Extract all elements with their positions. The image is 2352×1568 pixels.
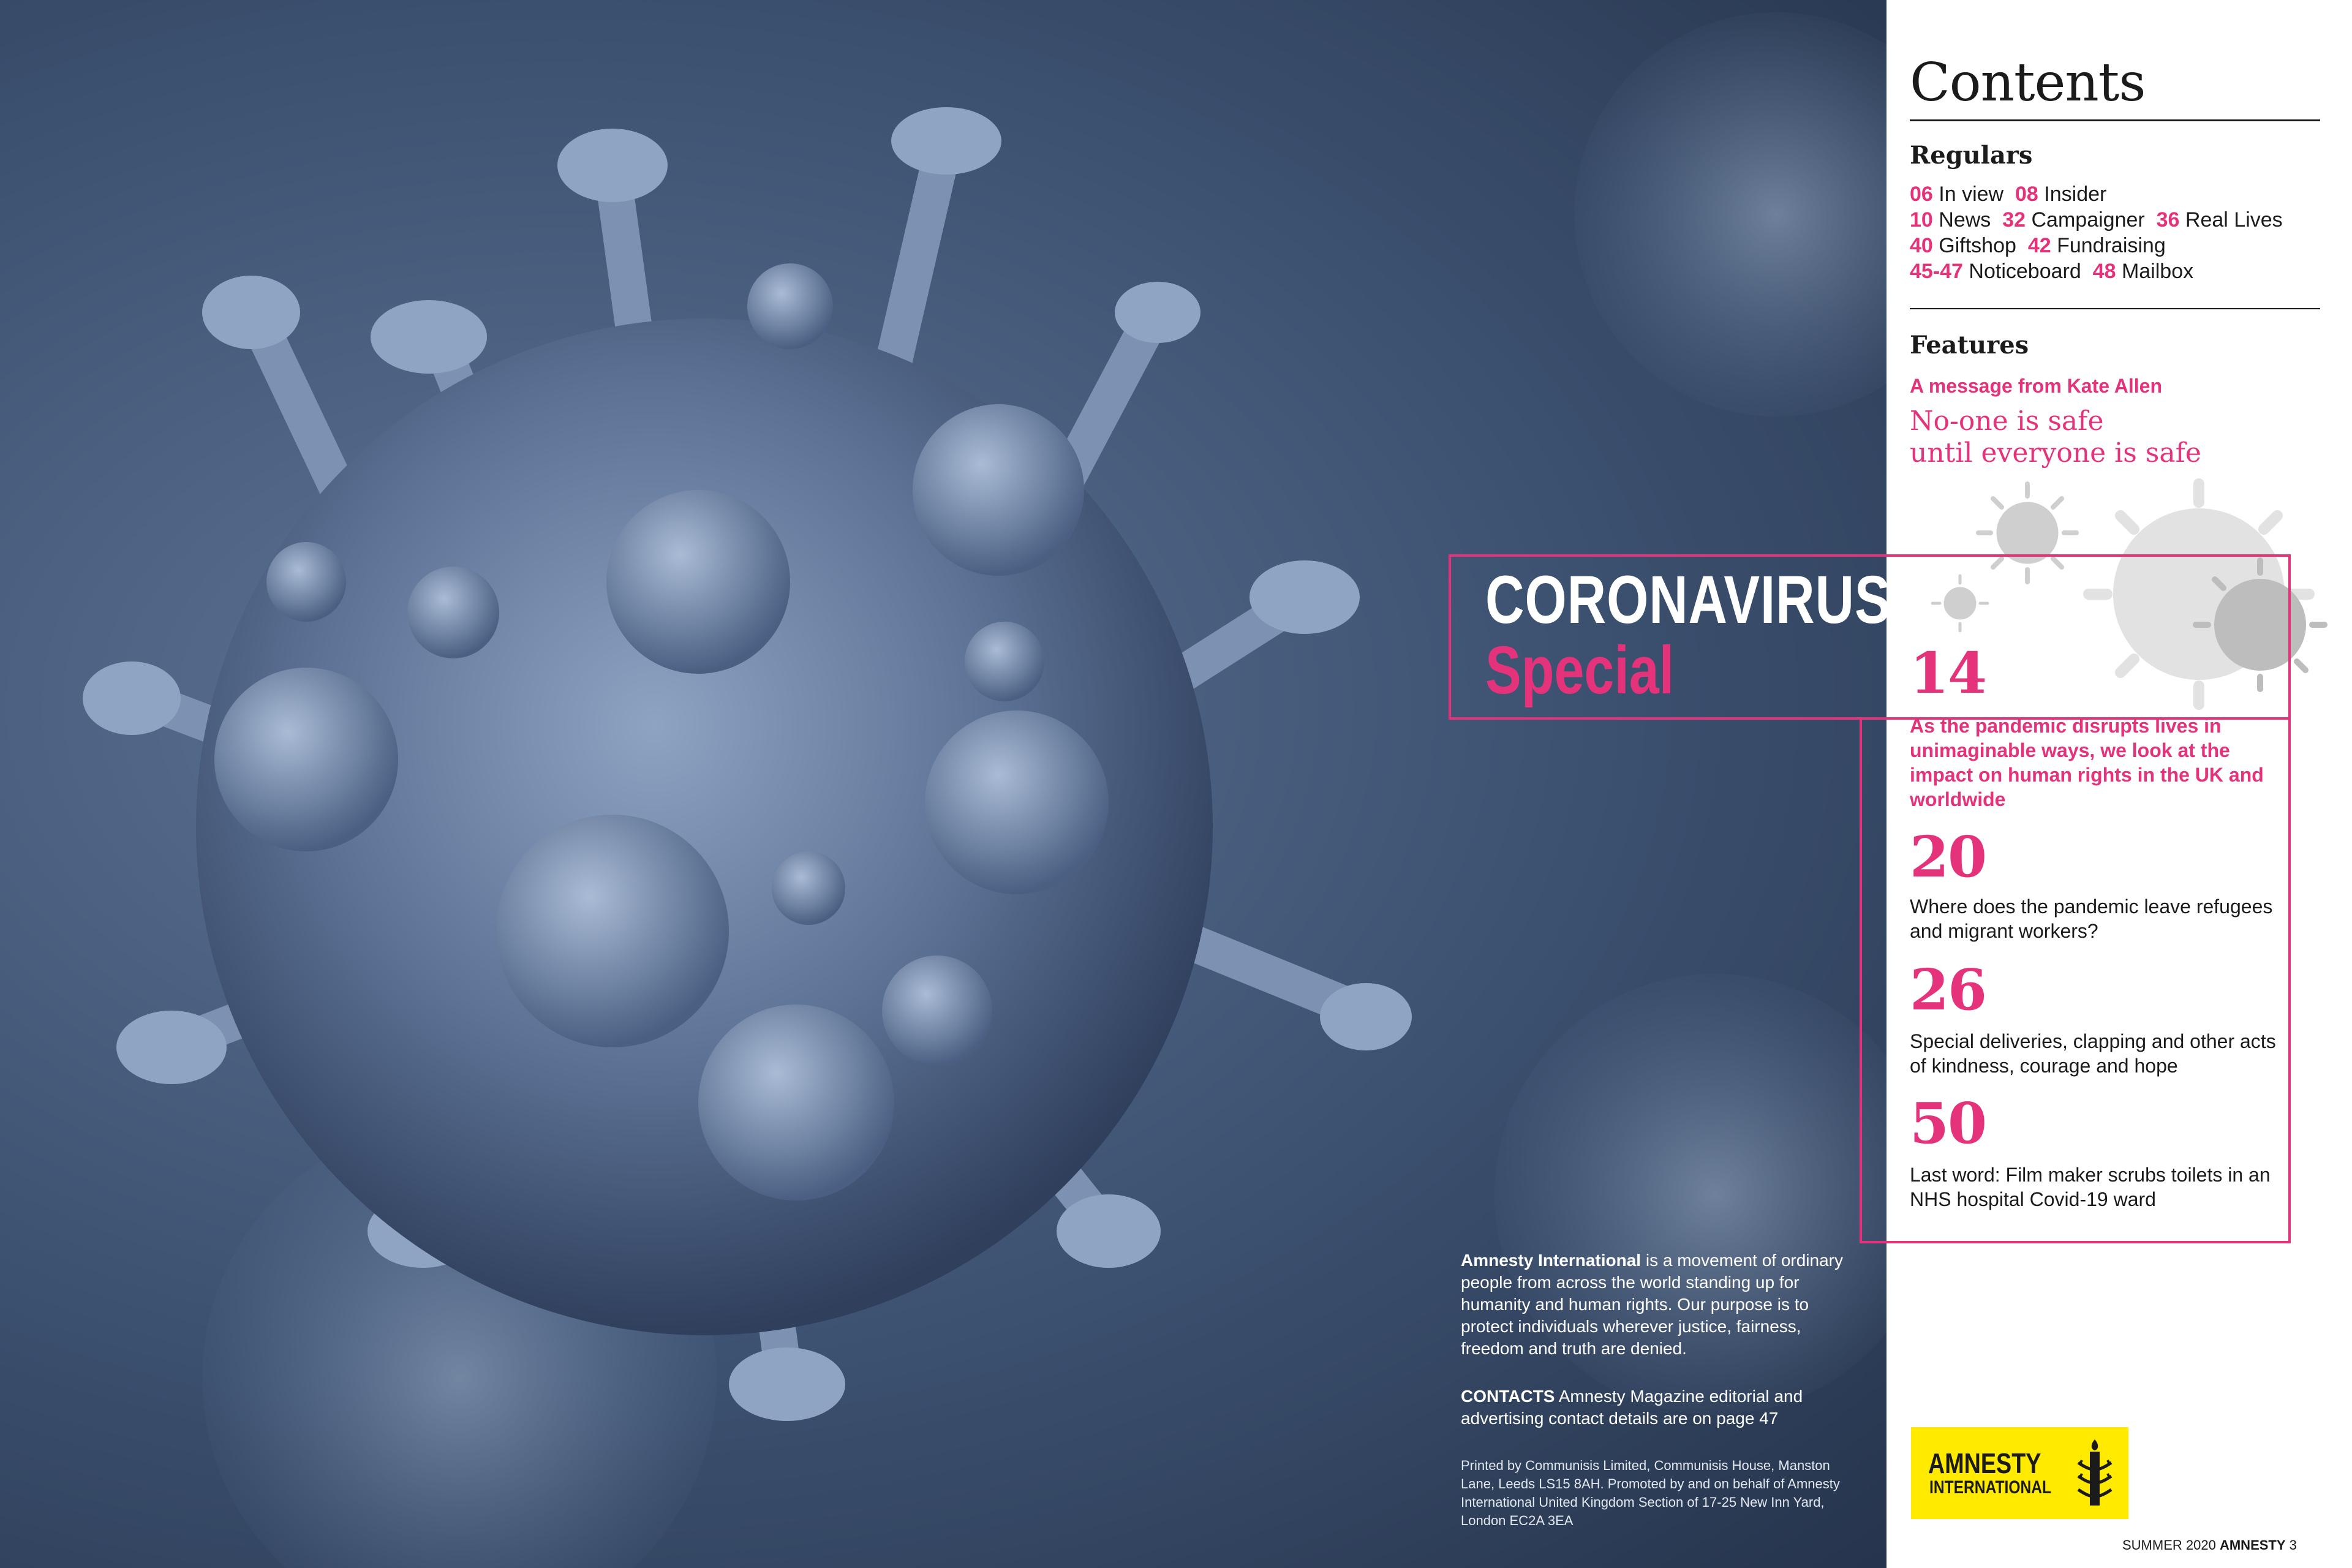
regular-label: Fundraising: [2057, 234, 2166, 257]
message-kicker[interactable]: A message from Kate Allen: [1910, 375, 2162, 397]
regular-page: 42: [2027, 234, 2051, 257]
feature-page-number[interactable]: 50: [1910, 1090, 1986, 1156]
feature-description[interactable]: Last word: Film maker scrubs toilets in an NHS hospital Covid-19 ward: [1910, 1164, 2271, 1210]
regular-item[interactable]: [2028, 234, 2166, 257]
regulars-rule: [1910, 308, 2320, 309]
regulars-line-4: [1910, 258, 2326, 284]
printer-credit: Printed by Communisis Limited, Communisis House, Manston Lane, Leeds LS15 8AH. Promoted by and on behalf of Amnesty International United Kingdom Section of 17-25 New Inn Yard, London EC2A 3EA: [1461, 1458, 1840, 1528]
regular-label: Real Lives: [2185, 208, 2283, 232]
regular-page: 48: [2092, 260, 2116, 283]
contacts-text: Amnesty Magazine editorial and advertising contact details are on page 47: [1461, 1387, 1803, 1428]
headline-line-1: No-one is safe: [1910, 405, 2104, 437]
regular-page: 10: [1910, 208, 1933, 232]
message-headline[interactable]: [1910, 405, 2201, 469]
regulars-line-3: [1910, 233, 2326, 258]
feature-page-number[interactable]: 20: [1910, 824, 1986, 890]
regular-page: 08: [2015, 183, 2038, 206]
feature-page-number[interactable]: 14: [1910, 640, 1986, 706]
about-org-name: Amnesty International: [1461, 1251, 1642, 1270]
features-frame-bottom-left: [1860, 1241, 1890, 1243]
page-folio: [2122, 1537, 2297, 1553]
logo-line-1: AMNESTY: [1928, 1447, 2041, 1479]
about-amnesty: [1461, 1250, 1859, 1360]
regular-item[interactable]: [1910, 183, 2003, 206]
regular-item[interactable]: [1910, 208, 1991, 232]
folio-magazine: AMNESTY: [2219, 1537, 2286, 1553]
regular-label: Giftshop: [1939, 234, 2016, 257]
blurred-virus-top-right: [1574, 12, 1887, 417]
title-rule: [1910, 119, 2320, 121]
regular-page: 36: [2156, 208, 2180, 232]
folio-issue: SUMMER 2020: [2122, 1537, 2216, 1553]
logo-line-2: INTERNATIONAL: [1929, 1477, 2052, 1498]
regular-label: Noticeboard: [1969, 260, 2081, 283]
contacts-note: [1461, 1385, 1859, 1430]
amnesty-logo[interactable]: [1911, 1427, 2128, 1519]
regular-label: Insider: [2044, 183, 2107, 206]
regular-label: News: [1939, 208, 1991, 232]
regulars-heading: Regulars: [1910, 141, 2033, 170]
folio-page: 3: [2289, 1537, 2297, 1553]
regular-item[interactable]: [2157, 208, 2283, 232]
regular-item[interactable]: [2002, 208, 2145, 232]
feature-description[interactable]: Special deliveries, clapping and other acts of kindness, courage and hope: [1910, 1030, 2276, 1077]
candle-barbed-wire-icon: [2073, 1438, 2116, 1509]
features-frame-left: [1860, 720, 1862, 1243]
regular-item[interactable]: [2015, 183, 2106, 206]
feature-page-number[interactable]: 26: [1910, 957, 1986, 1023]
feature-description[interactable]: As the pandemic disrupts lives in unimaginable ways, we look at the impact on human rights in the UK and worldwide: [1910, 715, 2264, 810]
headline-line-2: until everyone is safe: [1910, 437, 2201, 469]
features-heading: Features: [1910, 331, 2029, 360]
regular-label: Campaigner: [2031, 208, 2145, 232]
regular-label: Mailbox: [2121, 260, 2194, 283]
contents-title: Contents: [1910, 52, 2146, 113]
regular-item[interactable]: [1910, 234, 2016, 257]
contacts-label: CONTACTS: [1461, 1387, 1555, 1406]
regular-page: 40: [1910, 234, 1933, 257]
regular-label: In view: [1939, 183, 2004, 206]
feature-description[interactable]: Where does the pandemic leave refugees and migrant workers?: [1910, 895, 2273, 942]
special-subtitle: Special: [1485, 633, 1675, 708]
regulars-line-2: [1910, 207, 2326, 233]
regulars-line-1: [1910, 181, 2326, 207]
regular-page: 45-47: [1910, 260, 1963, 283]
about-org-text: is a movement of ordinary people from across the world standing up for humanity and human rights. Our purpose is to protect individuals wherever justice, fairness, freedom and truth are denied.: [1461, 1251, 1843, 1358]
regular-page: 32: [2002, 208, 2026, 232]
regular-page: 06: [1910, 183, 1933, 206]
regulars-list: [1910, 181, 2326, 284]
regular-item[interactable]: [2093, 260, 2193, 283]
regular-item[interactable]: [1910, 260, 2081, 283]
special-title: CORONAVIRUS: [1485, 562, 1891, 638]
